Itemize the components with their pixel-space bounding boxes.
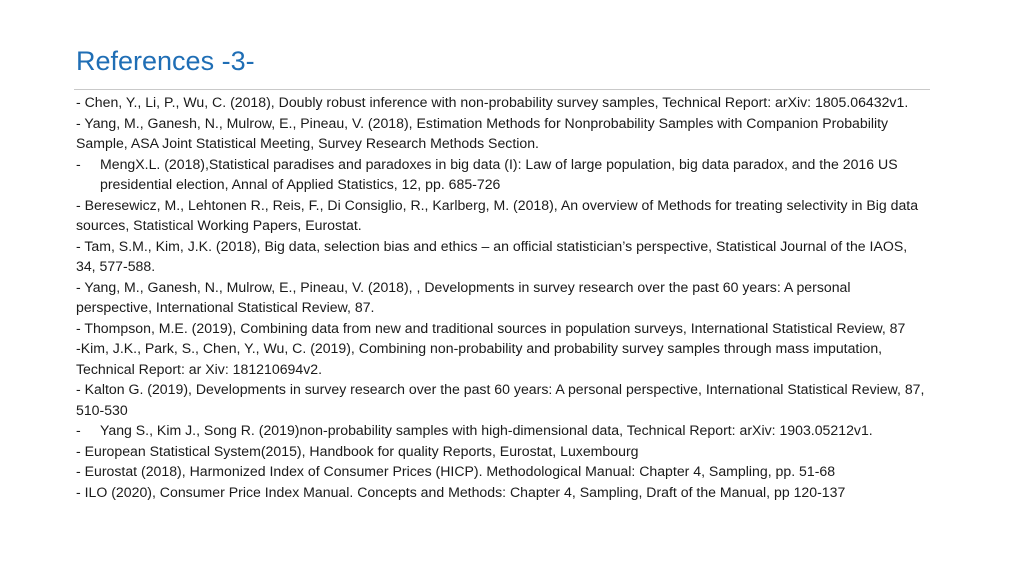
reference-text: MengX.L. (2018),Statistical paradises and paradoxes in big data (I): Law of large population, big data paradox, and the 2016 US presidential election, Annal of Applied Statistics, 12, pp. 685-726	[100, 155, 898, 192]
reference-item: - Kalton G. (2019), Developments in survey research over the past 60 years: A personal perspective, International Statistical Review, 87, 510-530	[76, 381, 925, 418]
reference-item: - Tam, S.M., Kim, J.K. (2018), Big data, selection bias and ethics – an official statistician’s perspective, Statistical Journal of the IAOS, 34, 577-588.	[76, 237, 908, 274]
reference-item: -Kim, J.K., Park, S., Chen, Y., Wu, C. (2019), Combining non-probability and probability survey samples through mass imputation, Technical Report: ar Xiv: 181210694v2.	[76, 340, 883, 377]
reference-item: - Yang, M., Ganesh, N., Mulrow, E., Pineau, V. (2018), Estimation Methods for Nonprobability Samples with Companion Probability Sample, ASA Joint Statistical Meeting, Survey Research Methods Section.	[76, 114, 889, 151]
reference-dash: -	[76, 422, 81, 438]
reference-item: - Thompson, M.E. (2019), Combining data from new and traditional sources in population surveys, International Statistical Review, 87	[76, 319, 906, 336]
reference-text: Yang S., Kim J., Song R. (2019)non-probability samples with high-dimensional data, Technical Report: arXiv: 1903.05212v1.	[100, 422, 873, 438]
reference-item: - European Statistical System(2015), Handbook for quality Reports, Eurostat, Luxembourg	[76, 442, 639, 459]
title-divider	[74, 89, 930, 90]
reference-item: - Beresewicz, M., Lehtonen R., Reis, F., Di Consiglio, R., Karlberg, M. (2018), An overview of Methods for treating selectivity in Big data sources, Statistical Working Papers, Eurostat.	[76, 196, 919, 233]
reference-item: - Yang, M., Ganesh, N., Mulrow, E., Pineau, V. (2018), , Developments in survey research over the past 60 years: A personal perspective, International Statistical Review, 87.	[76, 278, 851, 315]
slide-title: References -3-	[76, 46, 255, 76]
reference-item: - Chen, Y., Li, P., Wu, C. (2018), Doubly robust inference with non-probability survey samples, Technical Report: arXiv: 1805.06432v1.	[76, 94, 909, 110]
reference-dash: -	[76, 155, 81, 172]
reference-item	[76, 154, 930, 195]
reference-item: - ILO (2020), Consumer Price Index Manual. Concepts and Methods: Chapter 4, Sampling, Draft of the Manual, pp 120-137	[76, 483, 846, 500]
reference-list	[76, 92, 930, 502]
reference-item: - Eurostat (2018), Harmonized Index of Consumer Prices (HICP). Methodological Manual: Chapter 4, Sampling, pp. 51-68	[76, 463, 836, 479]
reference-item	[76, 420, 930, 441]
